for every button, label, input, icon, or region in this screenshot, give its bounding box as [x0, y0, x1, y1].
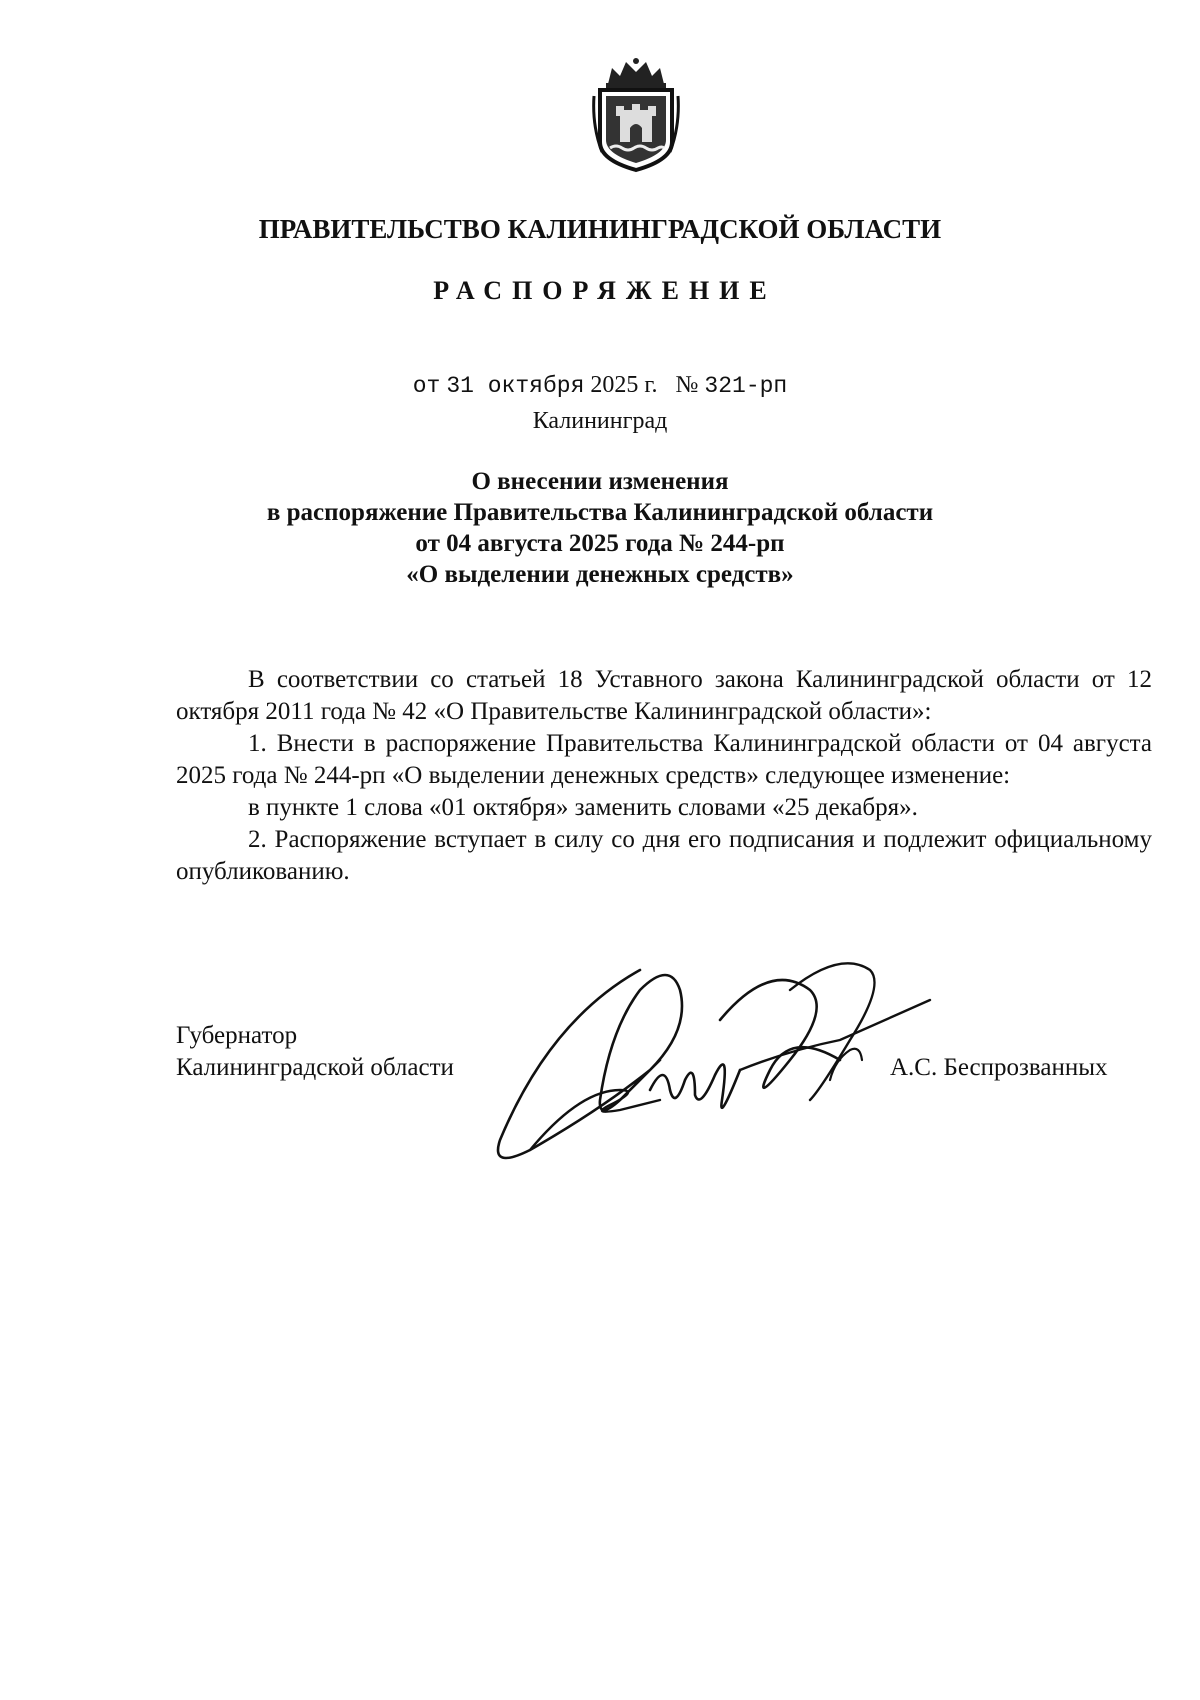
title-line: О внесении изменения [471, 468, 729, 495]
body-paragraph-item-1: 1. Внести в распоряжение Правительства Калининградской области от 04 августа 2025 года № 244-рп «О выделении денежных средств» следующее изменение: [176, 730, 1152, 789]
signatory-position [176, 1020, 454, 1084]
document-city: Калининград [532, 408, 668, 434]
signatory-name: А.С. Беспрозванных [890, 1054, 1108, 1081]
date-year: 2025 г. [590, 372, 658, 398]
date-prefix: от [412, 373, 441, 399]
title-line: «О выделении денежных средств» [406, 561, 794, 588]
position-line: Калининградской области [176, 1054, 454, 1081]
organization-heading: ПРАВИТЕЛЬСТВО КАЛИНИНГРАДСКОЙ ОБЛАСТИ [258, 214, 942, 244]
body-paragraph-change: в пункте 1 слова «01 октября» заменить словами «25 декабря». [248, 794, 918, 821]
body-paragraph-item-2: 2. Распоряжение вступает в силу со дня его подписания и подлежит официальному опубликованию. [176, 826, 1152, 885]
document-date-number [0, 372, 1200, 399]
body-paragraph-preamble: В соответствии со статьей 18 Уставного закона Калининградской области от 12 октября 2011 года № 42 «О Правительстве Калининградской области»: [176, 666, 1152, 725]
position-line: Губернатор [176, 1022, 298, 1049]
title-line: от 04 августа 2025 года № 244-рп [415, 530, 785, 557]
document-number: 321-рп [704, 373, 788, 399]
number-sign: № [675, 372, 699, 398]
document-type-heading: РАСПОРЯЖЕНИЕ [433, 276, 777, 305]
document-body [176, 664, 1152, 888]
coat-of-arms-emblem [590, 56, 682, 174]
title-line: в распоряжение Правительства Калининградской области [266, 499, 934, 526]
document-title [0, 466, 1200, 590]
date-day-month: 31 октября [446, 373, 585, 399]
